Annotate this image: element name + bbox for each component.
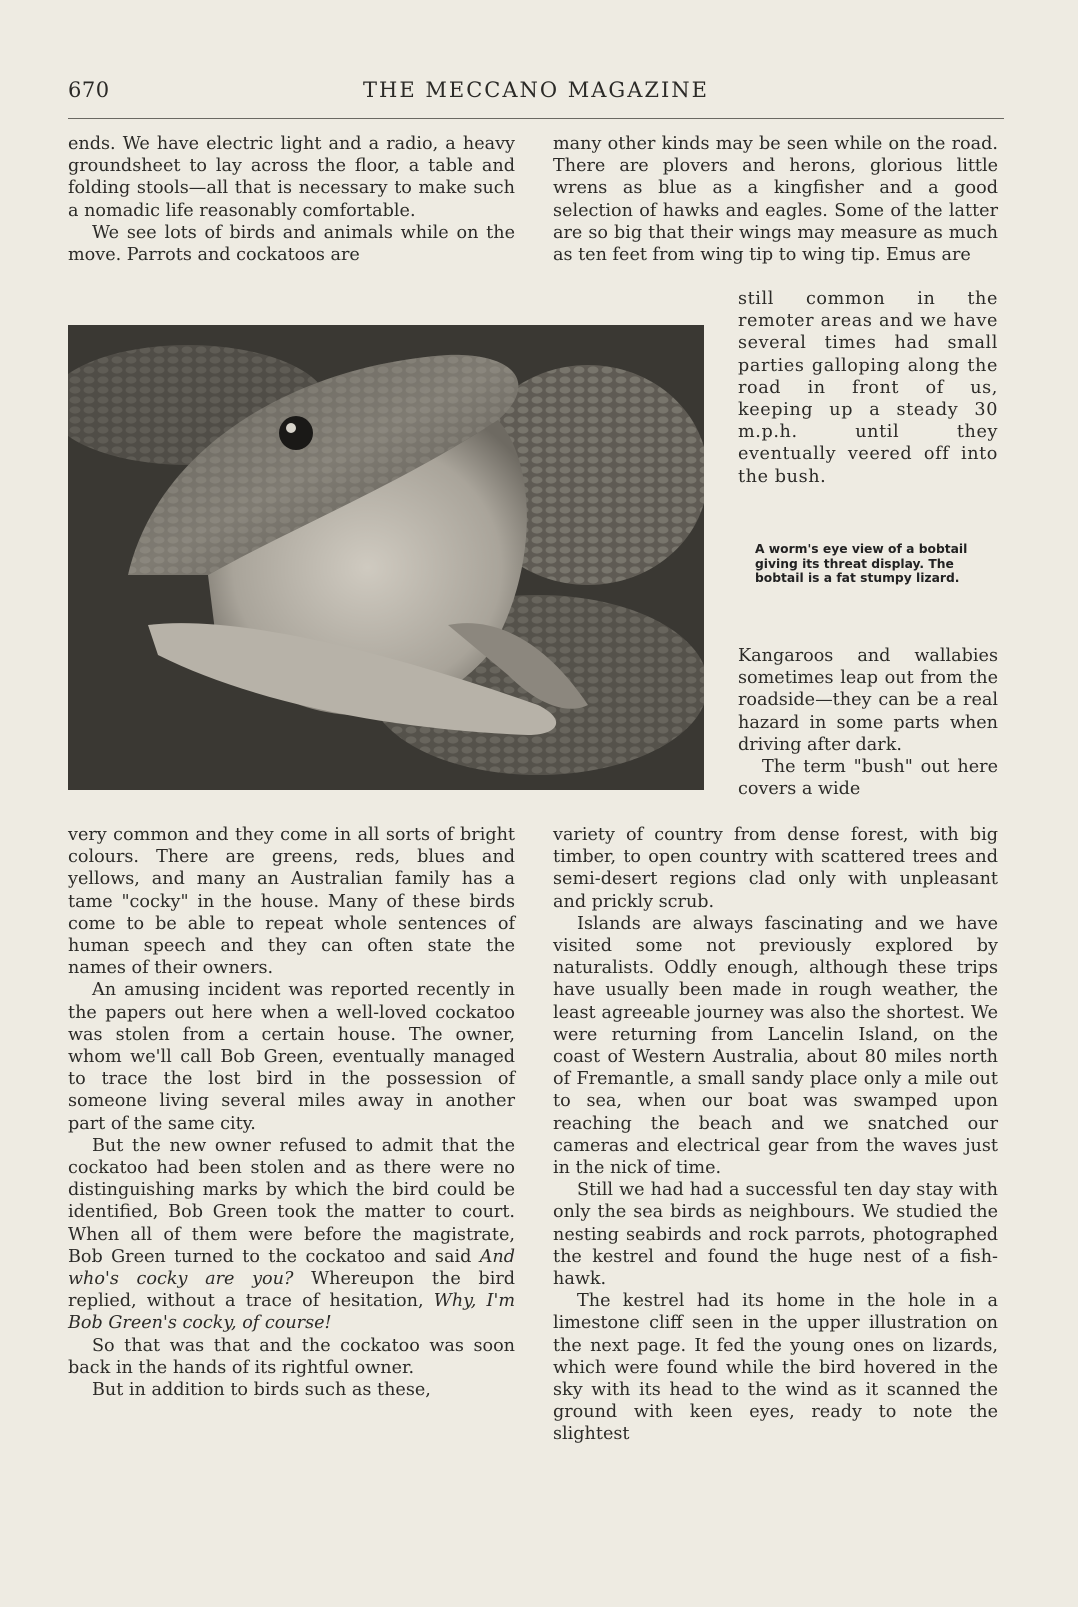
- text-run: Whereupon the bird replied, without a trace of hesitation,: [68, 1269, 515, 1312]
- italic-quote: Why, I'm Bob Green's cocky, of course!: [68, 1291, 516, 1334]
- paragraph: still common in the remoter areas and we have several times had small parties galloping along the road in front of us, keeping up a steady 30 m.p.h. until they eventually veered off into the bush.: [738, 289, 998, 487]
- paragraph: The kestrel had its home in the hole in a limestone cliff seen in the upper illustration on the next page. It fed the young ones on lizards, which were found while the bird hovered in the sky with its head to the wind as it scanned the ground with keen eyes, ready to note the slightest: [553, 1291, 998, 1445]
- paragraph: many other kinds may be seen while on the road. There are plovers and herons, glorious little wrens as blue as a kingfisher and a good selection of hawks and eagles. Some of the latter are so big that their wings may measure as much as ten feet from wing tip to wing tip. Emus are: [553, 134, 998, 266]
- right-column-top: [553, 133, 998, 266]
- left-column-bottom: [68, 824, 515, 1401]
- page-number: 670: [68, 78, 110, 102]
- paragraph: We see lots of birds and animals while on the move. Parrots and cockatoos are: [68, 222, 515, 266]
- italic-quote: And who's cocky are you?: [68, 1246, 515, 1290]
- paragraph: [68, 1135, 515, 1335]
- paragraph: Kangaroos and wallabies sometimes leap out from the roadside—they can be a real hazard in some parts when driving after dark.: [738, 646, 998, 755]
- right-column-middle: [738, 645, 998, 800]
- paragraph: variety of country from dense forest, with big timber, to open country with scattered trees and semi-desert regions clad only with unpleasant and prickly scrub.: [553, 825, 998, 912]
- paragraph: very common and they come in all sorts of bright colours. There are greens, reds, blues and yellows, and many an Australian family has a tame "cocky" in the house. Many of these birds come to be able to repeat whole sentences of human speech and they can often state the names of their owners.: [68, 825, 515, 979]
- text-run: But the new owner refused to admit that the cockatoo had been stolen and as there were no distinguishing marks by which the bird could be identified, Bob Green took the matter to court. When all of them were before the magistrate, Bob Green turned to the cockatoo and said: [68, 1135, 515, 1267]
- right-column-bottom: [553, 824, 998, 1446]
- paragraph: Still we had had a successful ten day stay with only the sea birds as neighbours. We studied the nesting seabirds and rock parrots, photographed the kestrel and found the huge nest of a fish-hawk.: [553, 1180, 998, 1290]
- paragraph: The term "bush" out here covers a wide: [738, 757, 998, 800]
- paragraph: But in addition to birds such as these,: [92, 1380, 431, 1401]
- paragraph: So that was that and the cockatoo was soon back in the hands of its rightful owner.: [68, 1335, 515, 1378]
- paragraph: Islands are always fascinating and we have visited some not previously explored by naturalists. Oddly enough, although these trips have usually been made in rough weather, the least agreeable journey was also the shortest. We were returning from Lancelin Island, on the coast of Western Australia, about 80 miles north of Fremantle, a small sandy place only a mile out to sea, when our boat was swamped upon reaching the beach and we snatched our cameras and electrical gear from the waves just in the nick of time.: [553, 913, 998, 1179]
- bobtail-lizard-photo: [68, 325, 704, 790]
- magazine-title: THE MECCANO MAGAZINE: [363, 78, 709, 102]
- photo-caption: A worm's eye view of a bobtail giving its threat display. The bobtail is a fat stumpy lizard.: [755, 542, 968, 585]
- paragraph: An amusing incident was reported recently in the papers out here when a well-loved cockatoo was stolen from a certain house. The owner, whom we'll call Bob Green, eventually managed to trace the lost bird in the possession of someone living several miles away in another part of the same city.: [68, 980, 515, 1134]
- page-header: [68, 78, 1004, 119]
- paragraph: ends. We have electric light and a radio, a heavy groundsheet to lay across the floor, a table and folding stools—all that is necessary to make such a nomadic life reasonably comfortable.: [68, 134, 515, 221]
- right-column-narrow: [738, 288, 998, 488]
- lizard-image: [68, 325, 704, 790]
- left-column-top: [68, 133, 515, 266]
